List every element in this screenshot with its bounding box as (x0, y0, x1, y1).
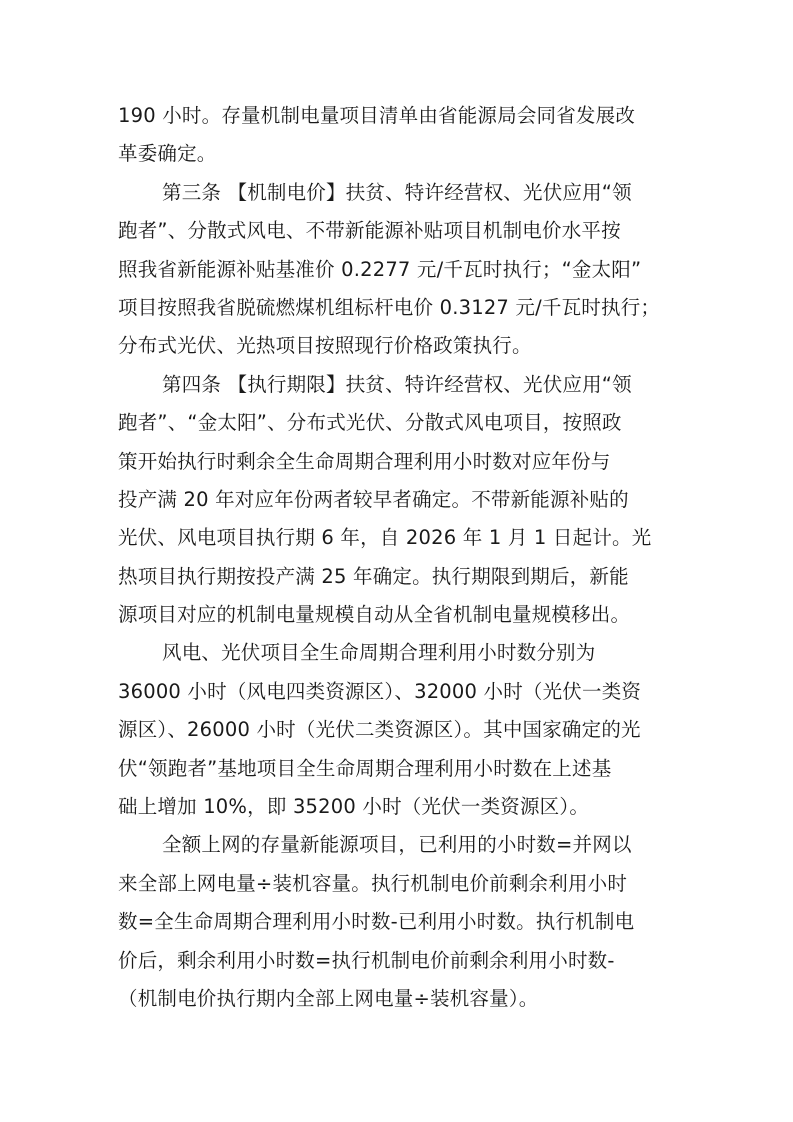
text-line: 来全部上网电量÷装机容量。执行机制电价前剩余利用小时 (118, 871, 628, 895)
text-line: 价后，剩余利用小时数=执行机制电价前剩余利用小时数- (118, 948, 615, 972)
text-line: 照我省新能源补贴基准价 0.2277 元/千瓦时执行；“金太阳” (118, 257, 642, 281)
paragraph-first-line: 第三条 【机制电价】扶贫、特许经营权、光伏应用“领 (162, 180, 632, 204)
text-line: 革委确定。 (118, 142, 217, 166)
text-line: 础上增加 10%，即 35200 小时（光伏一类资源区）。 (118, 795, 590, 819)
text-line: 项目按照我省脱硫燃煤机组标杆电价 0.3127 元/千瓦时执行； (118, 295, 661, 319)
text-line: 伏“领跑者”基地项目全生命周期合理利用小时数在上述基 (118, 756, 612, 780)
text-line: 投产满 20 年对应年份两者较早者确定。不带新能源补贴的 (118, 487, 629, 511)
text-line: 36000 小时（风电四类资源区）、32000 小时（光伏一类资 (118, 679, 642, 703)
text-line: （机制电价执行期内全部上网电量÷装机容量）。 (118, 986, 539, 1010)
text-line: 跑者”、“金太阳”、分布式光伏、分散式风电项目，按照政 (118, 411, 622, 435)
document-body (118, 97, 694, 1018)
paragraph-first-line: 风电、光伏项目全生命周期合理利用小时数分别为 (162, 641, 596, 665)
text-line: 源项目对应的机制电量规模自动从全省机制电量规模移出。 (118, 603, 631, 627)
paragraph-first-line: 第四条 【执行期限】扶贫、特许经营权、光伏应用“领 (162, 372, 632, 396)
text-line: 数=全生命周期合理利用小时数-已利用小时数。执行机制电 (118, 910, 635, 934)
text-line: 热项目执行期按投产满 25 年确定。执行期限到期后，新能 (118, 564, 629, 588)
paragraph-first-line: 全额上网的存量新能源项目，已利用的小时数=并网以 (162, 833, 632, 857)
text-line: 分布式光伏、光热项目按照现行价格政策执行。 (118, 334, 532, 358)
text-line: 策开始执行时剩余全生命周期合理利用小时数对应年份与 (118, 449, 611, 473)
text-line: 源区）、26000 小时（光伏二类资源区）。其中国家确定的光 (118, 718, 641, 742)
text-line: 光伏、风电项目执行期 6 年，自 2026 年 1 月 1 日起计。光 (118, 526, 652, 550)
text-line: 跑者”、分散式风电、不带新能源补贴项目机制电价水平按 (118, 219, 621, 243)
text-line: 190 小时。存量机制电量项目清单由省能源局会同省发展改 (118, 104, 636, 127)
